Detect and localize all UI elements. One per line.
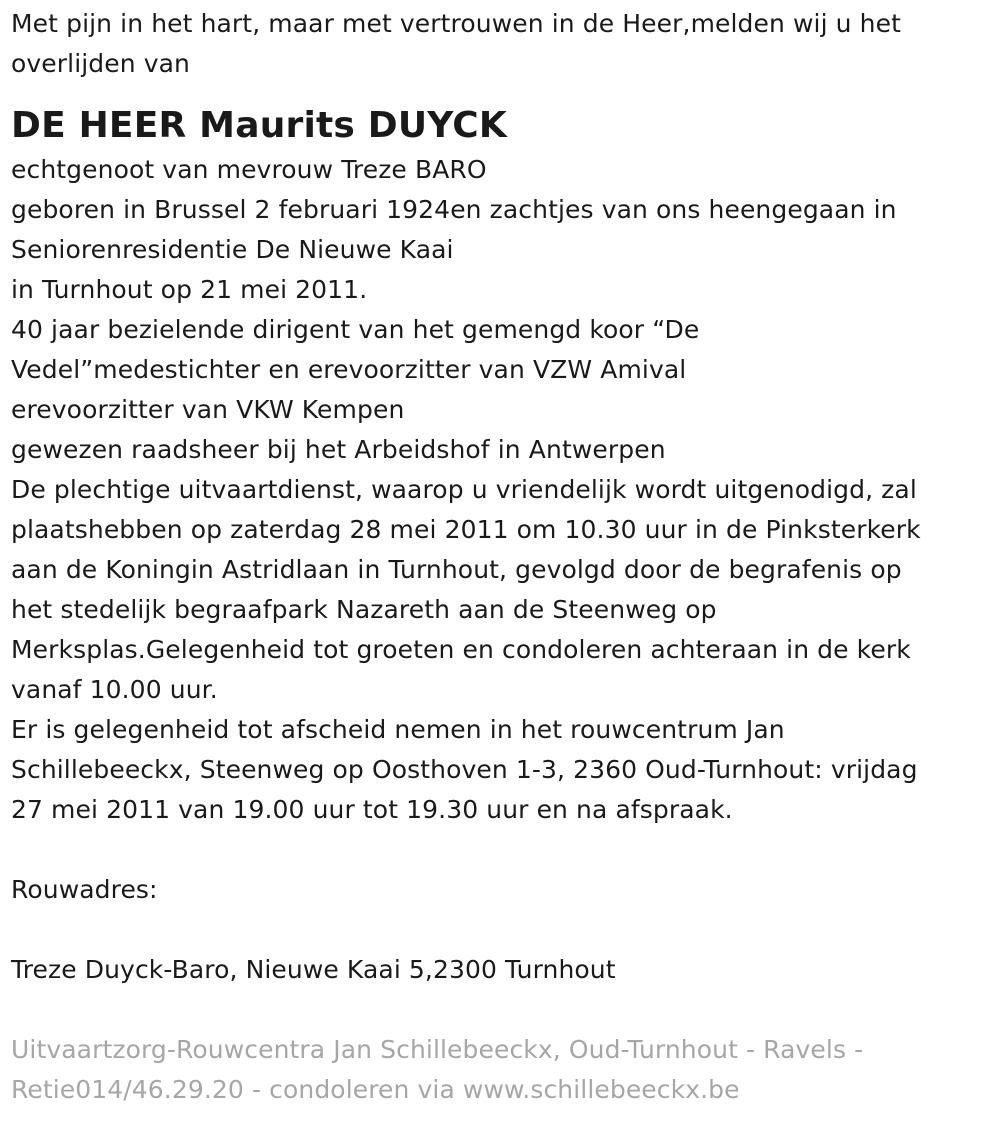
body-line: Schillebeeckx, Steenweg op Oosthoven 1-3, 2360 Oud-Turnhout: vrijdag — [11, 755, 918, 784]
body-line: het stedelijk begraafpark Nazareth aan de Steenweg op — [11, 595, 717, 624]
body-line: Er is gelegenheid tot afscheid nemen in het rouwcentrum Jan — [11, 715, 785, 744]
body-line: Merksplas.Gelegenheid tot groeten en condoleren achteraan in de kerk — [11, 635, 911, 664]
mourning-address-label: Rouwadres: — [11, 875, 158, 904]
intro-line: overlijden van — [11, 49, 190, 78]
footer-line: Uitvaartzorg-Rouwcentra Jan Schillebeeckx, Oud-Turnhout - Ravels - — [11, 1035, 864, 1064]
body-line: 40 jaar bezielende dirigent van het gemengd koor “De — [11, 315, 700, 344]
deceased-name: DE HEER Maurits DUYCK — [11, 105, 508, 146]
footer-line: Retie014/46.29.20 - condoleren via www.schillebeeckx.be — [11, 1075, 740, 1104]
body-line: geboren in Brussel 2 februari 1924en zachtjes van ons heengegaan in — [11, 195, 897, 224]
body-line: De plechtige uitvaartdienst, waarop u vriendelijk wordt uitgenodigd, zal — [11, 475, 917, 504]
intro-line: Met pijn in het hart, maar met vertrouwen in de Heer,melden wij u het — [11, 9, 901, 38]
body-line: vanaf 10.00 uur. — [11, 675, 218, 704]
spacer — [11, 830, 986, 870]
body-line: Vedel”medestichter en erevoorzitter van VZW Amival — [11, 355, 687, 384]
obituary-notice — [11, 4, 986, 1110]
body-line: 27 mei 2011 van 19.00 uur tot 19.30 uur en na afspraak. — [11, 795, 733, 824]
spacer — [11, 990, 986, 1030]
body-line: echtgenoot van mevrouw Treze BARO — [11, 155, 487, 184]
notice-body — [11, 150, 986, 830]
body-line: gewezen raadsheer bij het Arbeidshof in Antwerpen — [11, 435, 666, 464]
mourning-address: Treze Duyck-Baro, Nieuwe Kaai 5,2300 Turnhout — [11, 955, 616, 984]
spacer — [11, 910, 986, 950]
body-line: Seniorenresidentie De Nieuwe Kaai — [11, 235, 454, 264]
body-line: plaatshebben op zaterdag 28 mei 2011 om 10.30 uur in de Pinksterkerk — [11, 515, 921, 544]
body-line: in Turnhout op 21 mei 2011. — [11, 275, 368, 304]
funeral-home-footer — [11, 1030, 986, 1110]
body-line: aan de Koningin Astridlaan in Turnhout, gevolgd door de begrafenis op — [11, 555, 902, 584]
body-line: erevoorzitter van VKW Kempen — [11, 395, 405, 424]
intro-paragraph — [11, 4, 986, 84]
